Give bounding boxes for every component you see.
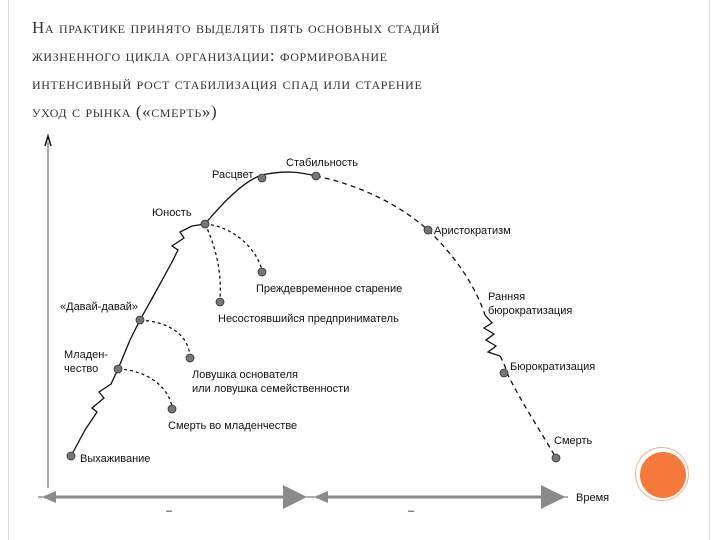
label-gogo: «Давай-давай» xyxy=(60,301,138,313)
point-youth xyxy=(201,220,209,228)
point-gogo xyxy=(136,316,144,324)
point-infancy xyxy=(114,365,122,373)
label-failed-entrepreneur: Несостоявшийся предприниматель xyxy=(218,313,399,325)
point-founder-trap xyxy=(186,354,194,362)
point-survival xyxy=(67,452,75,460)
label-aristocracy: Аристократизм xyxy=(434,225,511,237)
label-youth: Юность xyxy=(152,207,192,219)
point-bureaucracy xyxy=(500,369,508,377)
point-infant-mortality xyxy=(168,405,176,413)
point-prime xyxy=(258,174,266,182)
decline-zigzag xyxy=(484,315,500,356)
branch-founder-trap xyxy=(140,320,190,356)
period-arrow-mid-left-head-icon xyxy=(292,491,306,503)
title-line-4: уход с рынка («смерть») xyxy=(32,102,218,121)
decorative-orange-circle xyxy=(640,452,686,498)
point-stable xyxy=(312,172,320,180)
label-premature-aging: Преждевременное старение xyxy=(256,283,403,295)
branch-failed-entrepreneur xyxy=(205,224,220,300)
time-axis-label: Время xyxy=(576,492,610,504)
label-founder-trap-2: или ловушка семейственности xyxy=(192,383,350,395)
point-failed-entrepreneur xyxy=(216,298,224,306)
label-survival: Выхаживание xyxy=(80,453,151,465)
point-aristocracy xyxy=(424,226,432,234)
label-early-bureaucracy-1: Ранняя xyxy=(488,291,526,303)
point-death xyxy=(552,454,560,462)
period-arrow-left-head-icon xyxy=(42,491,56,503)
period-tick-right: – xyxy=(408,505,415,517)
label-prime: Расцвет xyxy=(212,169,254,181)
label-infant-mortality: Смерть во младенчестве xyxy=(168,420,298,432)
label-founder-trap-1: Ловушка основателя xyxy=(192,369,298,381)
title-line-1: На практике принято выделять пять основных стадий xyxy=(32,18,441,37)
period-tick-left: – xyxy=(166,505,173,517)
period-arrow-mid-right-head-icon xyxy=(314,491,328,503)
title-line-3: интенсивный рост стабилизация спад или старение xyxy=(32,74,423,93)
label-infancy-2: чество xyxy=(64,363,99,375)
label-death: Смерть xyxy=(554,435,593,447)
branch-infant-mortality xyxy=(118,369,172,407)
period-arrow-right-head-icon xyxy=(552,491,566,503)
label-early-bureaucracy-2: бюрократизация xyxy=(488,305,573,317)
title-line-2: жизненного цикла организации: формирование xyxy=(32,46,388,65)
label-infancy-1: Младен- xyxy=(64,349,108,361)
point-premature-aging xyxy=(258,268,266,276)
label-bureaucracy: Бюрократизация xyxy=(510,361,596,373)
label-stable: Стабильность xyxy=(286,157,359,169)
